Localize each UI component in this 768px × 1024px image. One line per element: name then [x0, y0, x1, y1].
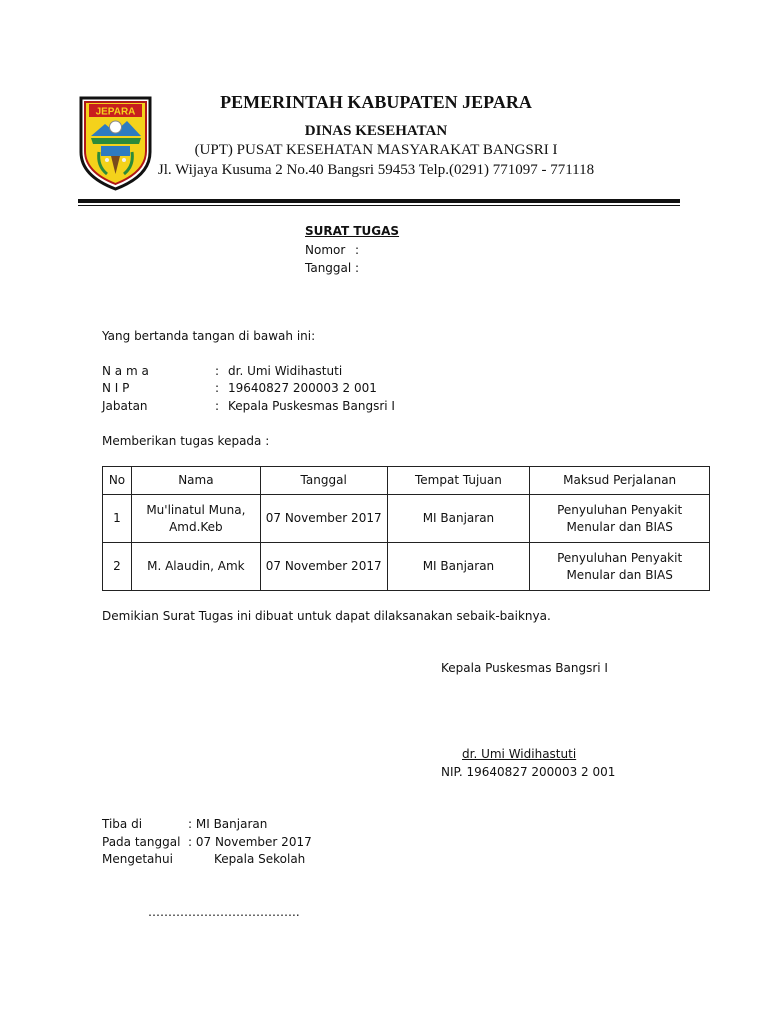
nomor-colon: :	[355, 243, 360, 257]
signer-nip-label: N I P	[102, 381, 130, 395]
cell-tempat: MI Banjaran	[387, 543, 530, 591]
header-nama: Nama	[131, 467, 260, 495]
cell-nama-line: Amd.Keb	[169, 519, 223, 534]
cell-no: 2	[103, 543, 132, 591]
letterhead-address: Jl. Wijaya Kusuma 2 No.40 Bangsri 59453 Telp.(0291) 771097 - 771118	[157, 162, 595, 178]
header-maksud: Maksud Perjalanan	[530, 467, 710, 495]
letter-title: SURAT TUGAS	[305, 224, 400, 238]
signer-name-value: dr. Umi Widihastuti	[228, 364, 343, 378]
assignment-table	[102, 466, 710, 591]
cell-tempat: MI Banjaran	[387, 495, 530, 543]
cell-nama-line: Mu'linatul Muna,	[146, 502, 246, 517]
acknowledged-value: Kepala Sekolah	[214, 852, 306, 866]
acknowledged-label: Mengetahui	[102, 852, 173, 866]
letterhead-rule-thick	[78, 199, 680, 203]
cell-nama	[131, 495, 260, 543]
table-row	[103, 495, 710, 543]
signature-nip: NIP. 19640827 200003 2 001	[441, 765, 616, 779]
assign-intro: Memberikan tugas kepada :	[102, 434, 270, 448]
arrival-place-label: Tiba di	[102, 817, 143, 831]
cell-maksud-line: Penyuluhan Penyakit	[557, 502, 683, 517]
closing-text: Demikian Surat Tugas ini dibuat untuk dapat dilaksanakan sebaik-baiknya.	[102, 609, 551, 623]
signer-name-label: N a m a	[102, 364, 149, 378]
header-tempat: Tempat Tujuan	[387, 467, 530, 495]
signature-position: Kepala Puskesmas Bangsri I	[441, 661, 608, 675]
cell-nama: M. Alaudin, Amk	[131, 543, 260, 591]
signer-name-colon: :	[215, 364, 220, 378]
header-tanggal: Tanggal	[260, 467, 387, 495]
arrival-date-value: : 07 November 2017	[188, 835, 312, 849]
intro-text: Yang bertanda tangan di bawah ini:	[102, 329, 316, 343]
signer-position-value: Kepala Puskesmas Bangsri I	[228, 399, 395, 413]
cell-maksud	[530, 495, 710, 543]
arrival-date-label: Pada tanggal	[102, 835, 181, 849]
letterhead-department: DINAS KESEHATAN	[304, 123, 448, 139]
signer-nip-colon: :	[215, 381, 220, 395]
cell-maksud	[530, 543, 710, 591]
letterhead-rule-thin	[78, 205, 680, 206]
tanggal-colon: :	[355, 261, 360, 275]
tanggal-label: Tanggal	[305, 261, 352, 275]
letterhead-unit: (UPT) PUSAT KESEHATAN MASYARAKAT BANGSRI I	[194, 142, 558, 158]
cell-tanggal: 07 November 2017	[260, 495, 387, 543]
signature-name: dr. Umi Widihastuti	[462, 747, 577, 761]
letterhead-government: PEMERINTAH KABUPATEN JEPARA	[220, 92, 532, 112]
signer-position-colon: :	[215, 399, 220, 413]
cell-tanggal: 07 November 2017	[260, 543, 387, 591]
arrival-place-value: : MI Banjaran	[188, 817, 268, 831]
table-row	[103, 543, 710, 591]
signature-dots: ………………………………..	[148, 905, 300, 919]
table-header-row	[103, 467, 710, 495]
nomor-label: Nomor	[305, 243, 346, 257]
signer-nip-value: 19640827 200003 2 001	[228, 381, 377, 395]
logo-text: JEPARA	[95, 106, 136, 118]
cell-no: 1	[103, 495, 132, 543]
signer-position-label: Jabatan	[102, 399, 148, 413]
cell-maksud-line: Menular dan BIAS	[566, 567, 673, 582]
cell-maksud-line: Menular dan BIAS	[566, 519, 673, 534]
header-no: No	[103, 467, 132, 495]
cell-maksud-line: Penyuluhan Penyakit	[557, 550, 683, 565]
